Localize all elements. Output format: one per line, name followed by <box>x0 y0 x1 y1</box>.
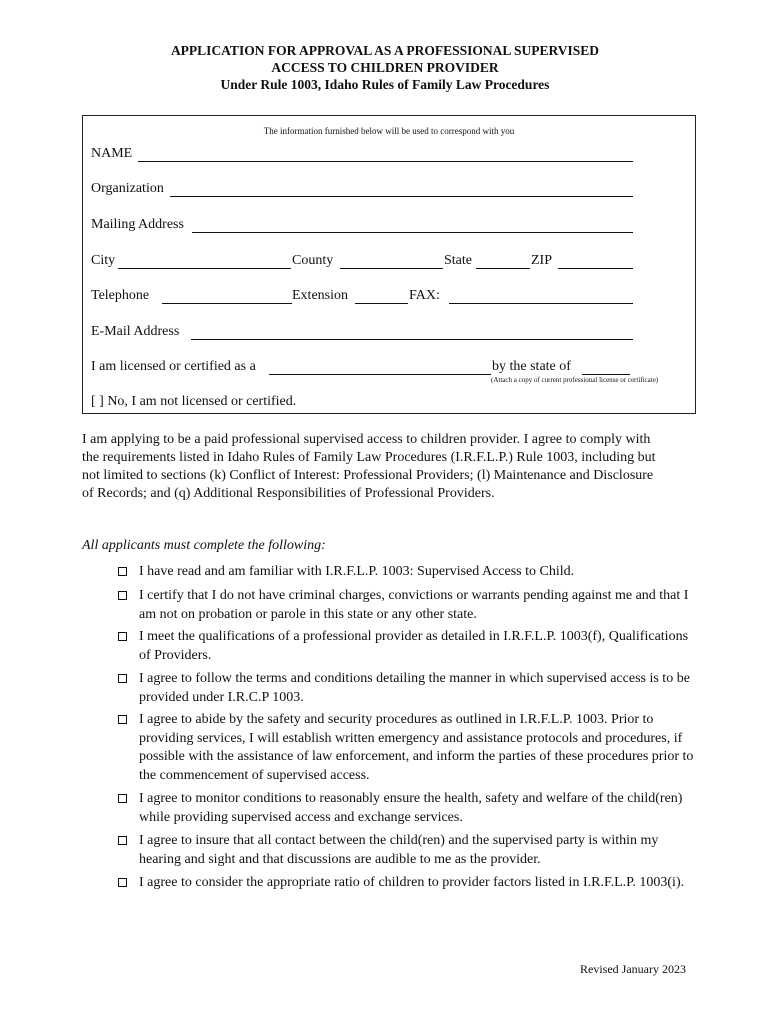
name-field[interactable] <box>138 161 633 162</box>
checkbox[interactable] <box>118 715 127 724</box>
state-field[interactable] <box>476 268 530 269</box>
checkbox[interactable] <box>118 567 127 576</box>
checklist-item <box>118 711 698 785</box>
checkbox[interactable] <box>118 674 127 683</box>
not-licensed-option[interactable]: [ ] No, I am not licensed or certified. <box>91 394 297 409</box>
county-label: County <box>292 253 334 268</box>
checklist-item-text: I agree to insure that all contact between the child(ren) and the supervised party is within my hearing and sight and that discussions are audible to me as the provider. <box>139 833 659 867</box>
contact-info-box <box>82 115 696 414</box>
license-state-field[interactable] <box>582 374 630 375</box>
mailing-address-field[interactable] <box>192 232 633 233</box>
checkbox[interactable] <box>118 632 127 641</box>
requirements-heading: All applicants must complete the following: <box>82 538 326 553</box>
organization-field[interactable] <box>170 196 633 197</box>
city-field[interactable] <box>118 268 291 269</box>
zip-field[interactable] <box>558 268 633 269</box>
title-line-1: APPLICATION FOR APPROVAL AS A PROFESSIONAL SUPERVISED <box>170 43 600 58</box>
county-field[interactable] <box>340 268 443 269</box>
fax-field[interactable] <box>449 303 633 304</box>
checklist-item-text: I agree to monitor conditions to reasonably ensure the health, safety and welfare of the child(ren) while providing supervised access and exchange services. <box>139 791 683 825</box>
email-field[interactable] <box>191 339 633 340</box>
licensed-label: I am licensed or certified as a <box>91 359 256 374</box>
document-title <box>0 42 770 93</box>
mailing-address-label: Mailing Address <box>91 217 184 232</box>
checkbox[interactable] <box>118 794 127 803</box>
state-label: State <box>444 253 472 268</box>
applicant-statement: I am applying to be a paid professional supervised access to children provider. I agree to comply with the requirements listed in Idaho Rules of Family Law Procedures (I.R.F.L.P.) Rule 1003, including but not limited to sections (k) Conflict of Interest: Professional Providers; (l) Maintenance and Disclosure of Records; and (q) Additional Responsibilities of Professional Providers. <box>82 432 656 501</box>
checklist-item-text: I certify that I do not have criminal charges, convictions or warrants pending against me and that I am not on probation or parole in this state or any other state. <box>139 588 689 622</box>
checklist-item-text: I agree to consider the appropriate ratio of children to provider factors listed in I.R.F.L.P. 1003(i). <box>139 875 685 890</box>
checkbox[interactable] <box>118 878 127 887</box>
email-label: E-Mail Address <box>91 324 180 339</box>
checklist-item <box>118 587 698 624</box>
box-note: The information furnished below will be used to correspond with you <box>263 126 515 136</box>
checklist-item-text: I agree to abide by the safety and security procedures as outlined in I.R.F.L.P. 1003. Prior to providing services, I will establish written emergency and assistance protocols and procedures, if possible with the assistance of law enforcement, and inform the parties of these procedures prior to the commencement of supervised access. <box>139 712 694 783</box>
checklist-item <box>118 832 698 869</box>
title-subtitle: Under Rule 1003, Idaho Rules of Family Law Procedures <box>220 77 550 92</box>
attach-license-note: (Attach a copy of current professional license or certificate) <box>491 376 659 384</box>
checklist-item <box>118 790 698 827</box>
telephone-label: Telephone <box>91 288 150 303</box>
city-label: City <box>91 253 116 268</box>
telephone-field[interactable] <box>162 303 292 304</box>
checkbox[interactable] <box>118 591 127 600</box>
license-type-field[interactable] <box>269 374 491 375</box>
checklist-item-text: I agree to follow the terms and conditions detailing the manner in which supervised access is to be provided under I.R.C.P 1003. <box>139 671 690 705</box>
checkbox[interactable] <box>118 836 127 845</box>
checklist-item <box>118 874 698 893</box>
revision-date: Revised January 2023 <box>580 962 686 976</box>
checklist-item-text: I meet the qualifications of a professional provider as detailed in I.R.F.L.P. 1003(f), Qualifications of Providers. <box>139 629 689 663</box>
title-line-2: ACCESS TO CHILDREN PROVIDER <box>271 60 499 75</box>
checklist-item <box>118 563 698 582</box>
checklist-item-text: I have read and am familiar with I.R.F.L.P. 1003: Supervised Access to Child. <box>139 564 575 579</box>
checklist-item <box>118 670 698 707</box>
checklist-item <box>118 628 698 665</box>
extension-field[interactable] <box>355 303 408 304</box>
zip-label: ZIP <box>531 253 552 268</box>
name-label: NAME <box>91 146 133 161</box>
by-state-label: by the state of <box>492 359 571 374</box>
fax-label: FAX: <box>409 288 440 303</box>
organization-label: Organization <box>91 181 164 196</box>
extension-label: Extension <box>292 288 348 303</box>
